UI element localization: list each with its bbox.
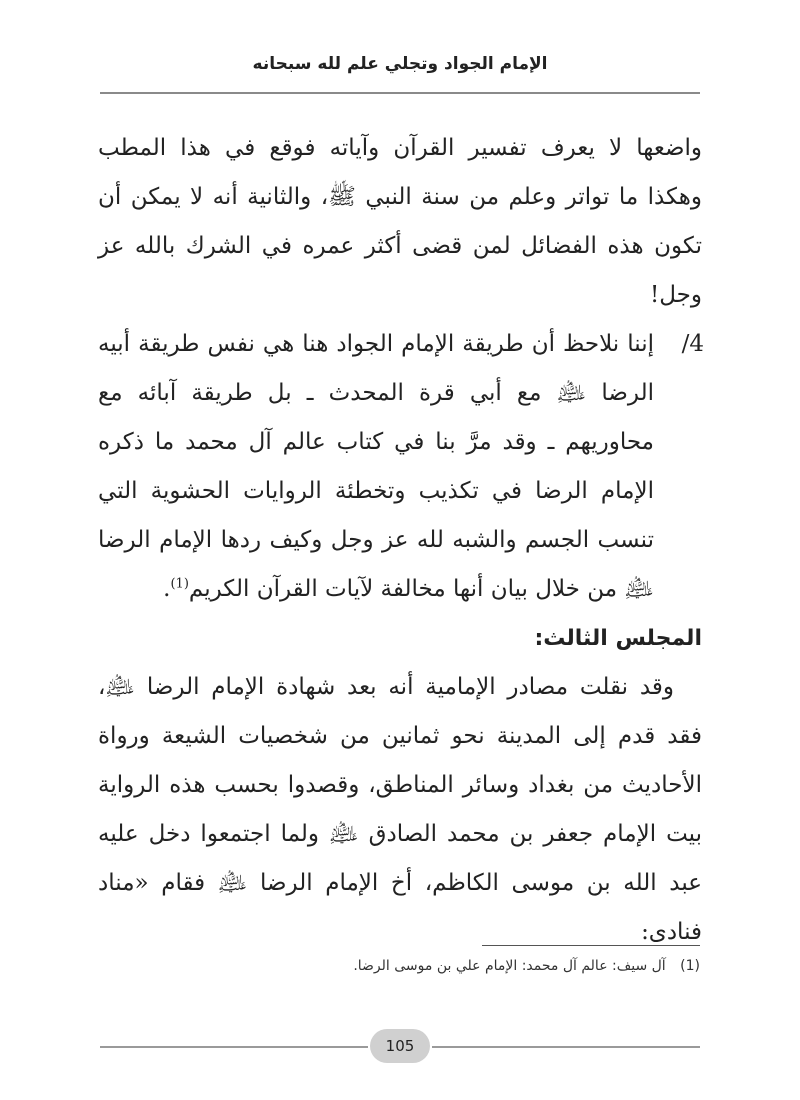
footnote-reference[interactable]: (1) (170, 576, 189, 592)
list-item-4 (98, 320, 702, 614)
footer-rule-right (432, 1046, 700, 1048)
page-number-badge: 105 (370, 1029, 430, 1063)
list-item-number: 4/ (681, 331, 704, 357)
paragraph-continuation: واضعها لا يعرف تفسير القرآن وآياته فوقع في هذا المطب وهكذا ما تواتر وعلم من سنة النبي ﷺ، والثانية أنه لا يمكن أن تكون هذه الفضائل لمن قضى أكثر عمره في الشرك بالله عز وجل! (98, 135, 702, 308)
running-header-title: الإمام الجواد وتجلي علم لله سبحانه (252, 54, 548, 74)
section-heading: المجلس الثالث: (534, 626, 702, 651)
footnote-text: آل سيف: عالم آل محمد: الإمام علي بن موسى الرضا. (353, 958, 666, 974)
footnote (100, 958, 700, 974)
list-item-text: إننا نلاحظ أن طريقة الإمام الجواد هنا هي نفس طريقة أبيه الرضا ﵇ مع أبي قرة المحدث ـ بل طريقة آبائه مع محاوريهم ـ وقد مرَّ بنا في كتاب عالم آل محمد ما ذكره الإمام الرضا في تكذيب وتخطئة الروايات الحشوية التي تنسب الجسم والشبه لله عز وجل وكيف ردها الإمام الرضا ﵇ من خلال بيان أنها مخالفة لآيات القرآن الكريم (98, 331, 654, 602)
footnote-divider (482, 945, 700, 946)
header-divider (100, 92, 700, 94)
footer-rule-left (100, 1046, 368, 1048)
footnote-number: (1) (680, 958, 700, 974)
page-body (98, 124, 702, 957)
paragraph-section-three: وقد نقلت مصادر الإمامية أنه بعد شهادة الإمام الرضا ﵇، فقد قدم إلى المدينة نحو ثمانين من شخصيات الشيعة ورواة الأحاديث من بغداد وسائر المناطق، وقصدوا بحسب هذه الرواية بيت الإمام جعفر بن محمد الصادق ﵇ ولما اجتمعوا دخل عليه عبد الله بن موسى الكاظم، أخ الإمام الرضا ﵇ فقام «مناد فنادى: (98, 674, 702, 945)
sentence-end: . (163, 576, 171, 602)
